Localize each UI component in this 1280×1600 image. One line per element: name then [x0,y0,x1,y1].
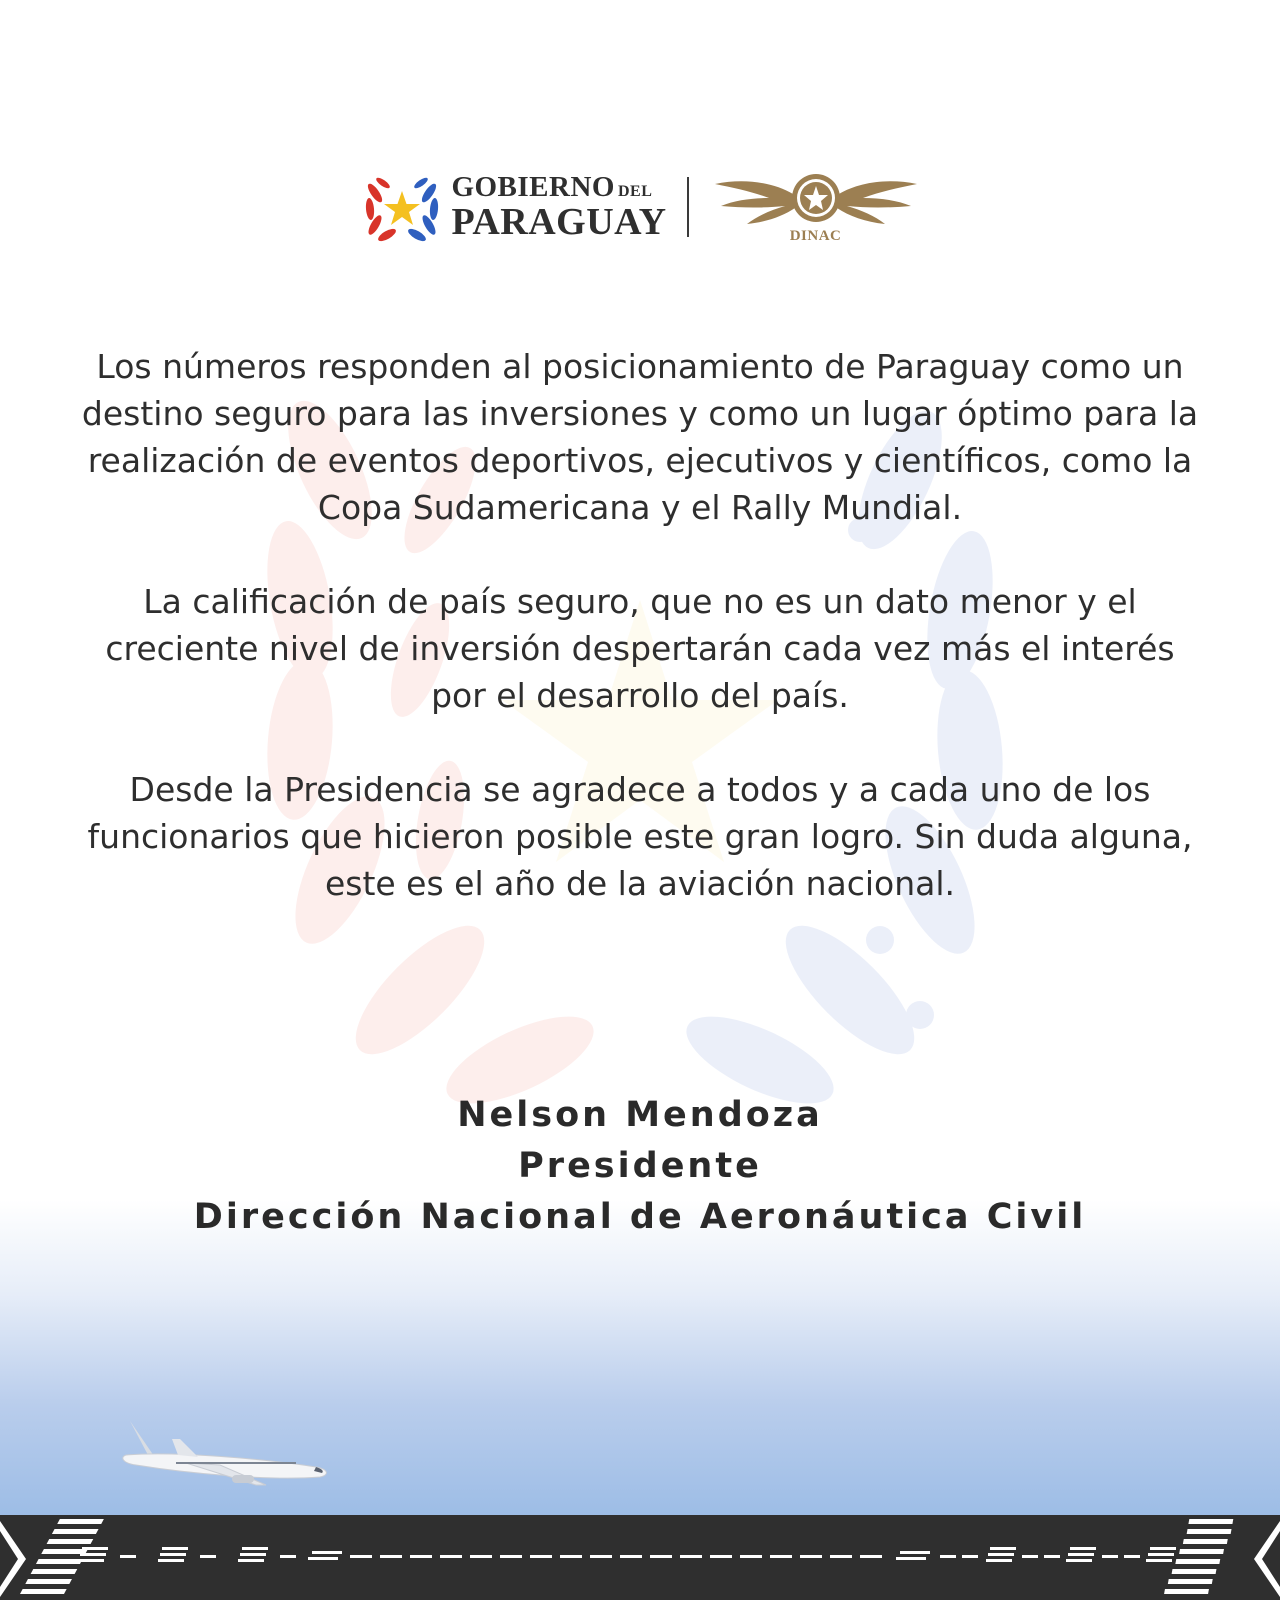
paragraph: Los números responden al posicionamiento de Paraguay como un destino seguro para las inversiones y como un lugar óptimo para la realización de eventos deportivos, ejecutivos y científicos, como la Copa Sudamericana y el Rally Mundial. [81,347,1199,527]
signature-block [0,1090,1280,1243]
signatory-role: Presidente [518,1146,762,1186]
dinac-logo [713,168,919,245]
gov-title-line1: GOBIERNO [451,170,615,203]
logo-divider [687,177,689,237]
airplane-icon [116,1415,336,1495]
gov-title-line2: PARAGUAY [451,200,667,243]
gobierno-logo [361,171,666,243]
dinac-label: DINAC [789,228,842,244]
runway [0,1515,1280,1600]
paragraph: Desde la Presidencia se agradece a todos y a cada uno de los funcionarios que hicieron posible este gran logro. Sin duda alguna, este es el año de la aviación nacional. [87,770,1193,903]
gov-title-del: DEL [617,182,653,200]
paraguay-emblem-icon [361,171,443,243]
paragraph: La calificación de país seguro, que no es un dato menor y el creciente nivel de inversión despertarán cada vez más el interés por el desarrollo del país. [105,582,1175,715]
signatory-name: Nelson Mendoza [457,1095,823,1135]
header-logos [0,168,1280,245]
signatory-organization: Dirección Nacional de Aeronáutica Civil [193,1197,1087,1237]
dinac-wings-icon [713,168,919,234]
statement-body [80,343,1200,954]
